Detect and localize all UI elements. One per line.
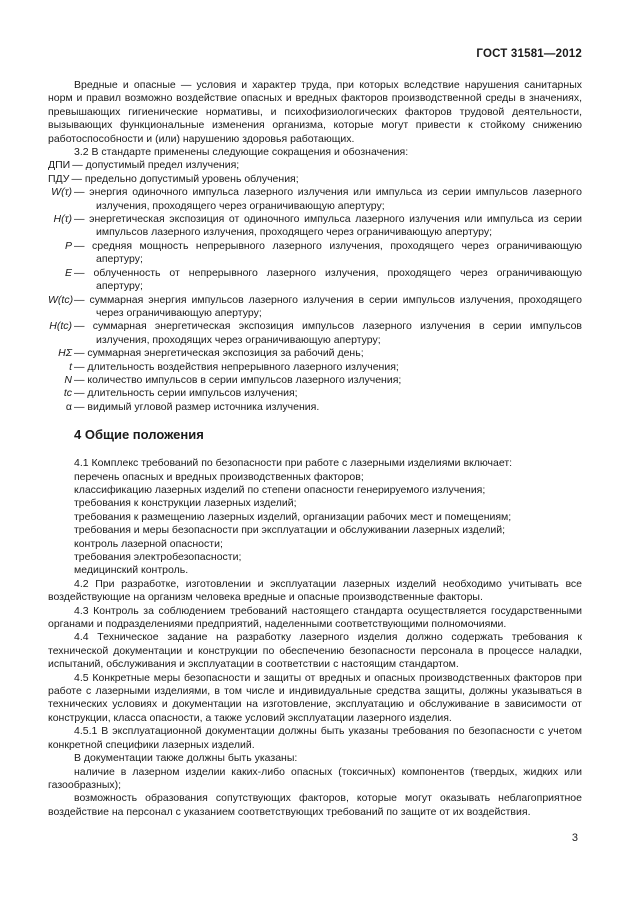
- abbreviation-term: W(tc): [48, 293, 74, 306]
- abbreviation-desc: — предельно допустимый уровень облучения;: [71, 172, 299, 185]
- abbreviation-desc: — видимый угловой размер источника излучения.: [74, 400, 320, 413]
- abbreviation-desc: — количество импульсов в серии импульсов лазерного излучения;: [74, 373, 402, 386]
- abbreviation-item: [48, 240, 582, 267]
- abbreviation-item: [48, 361, 582, 374]
- list-item: медицинский контроль.: [74, 564, 189, 577]
- possibility-paragraph: возможность образования сопутствующих факторов, которые могут оказывать неблагоприятное воздействие на персонал с указанием соответствующих требований по защите от их воздействия.: [48, 792, 582, 818]
- presence-paragraph: наличие в лазерном изделии каких-либо опасных (токсичных) компонентов (твердых, жидких или газообразных);: [48, 765, 582, 791]
- abbreviation-item: [48, 213, 582, 240]
- document-body: [48, 79, 582, 819]
- abbreviation-term: H(τ): [53, 213, 72, 226]
- list-item: требования электробезопасности;: [74, 551, 242, 563]
- abbreviation-item: [48, 294, 582, 321]
- abbreviation-term: HΣ: [58, 347, 72, 360]
- abbreviation-item: [48, 347, 582, 360]
- abbreviation-item: [48, 186, 582, 213]
- abbreviation-item: [48, 159, 582, 172]
- abbreviation-desc: — облученность от непрерывного лазерного излучения, проходящего через ограничивающую апертуру;: [74, 266, 582, 293]
- abbreviation-desc: — энергетическая экспозиция от одиночного импульса лазерного излучения или импульса из серии импульсов лазерного излучения, проходящего через ограничивающую апертуру;: [74, 213, 582, 239]
- abbreviation-desc: — суммарная энергетическая экспозиция за рабочий день;: [74, 347, 364, 360]
- abbreviation-desc: — средняя мощность непрерывного лазерного излучения, проходящего через ограничивающую апертуру;: [74, 239, 582, 266]
- abbreviation-item: [48, 374, 582, 387]
- clause-4-1: 4.1 Комплекс требований по безопасности при работе с лазерными изделиями включает:: [74, 457, 513, 470]
- abbreviation-term: t: [69, 360, 72, 373]
- section-4-heading: 4 Общие положения: [74, 427, 204, 443]
- intro-paragraph: Вредные и опасные — условия и характер труда, при которых вследствие нарушения санитарных норм и правил возможно воздействие опасных и вредных факторов производственной среды в значениях, превышающих гигиенические нормативы, и психофизиологических факторов трудовой деятельности, вызывающих функциональные изменения организма, которые могут привести к стойкому снижению работоспособности и (или) нарушению здоровья работающих.: [48, 79, 582, 145]
- abbreviation-desc: — суммарная энергетическая экспозиция импульсов лазерного излучения в серии импульсов излучения, проходящих через ограничивающую апертуру;: [74, 320, 582, 346]
- abbreviation-term: W(τ): [51, 186, 72, 199]
- abbreviation-term: tc: [63, 387, 72, 400]
- list-item: перечень опасных и вредных производственных факторов;: [74, 470, 364, 483]
- abbreviation-term: H(tc): [49, 320, 72, 333]
- list-item: требования к размещению лазерных изделий, организации рабочих мест и помещениям;: [74, 510, 512, 523]
- clause-4-3: 4.3 Контроль за соблюдением требований настоящего стандарта осуществляется государственными органами и подразделениями предприятий, наделенными соответствующими полномочиями.: [48, 604, 582, 631]
- documentation-paragraph: В документации также должны быть указаны:: [74, 752, 298, 765]
- list-item: требования к конструкции лазерных изделий;: [74, 497, 297, 510]
- abbreviation-item: [48, 320, 582, 347]
- abbreviation-desc: — допустимый предел излучения;: [72, 159, 240, 172]
- clause-4-5-1: 4.5.1 В эксплуатационной документации должны быть указаны требования по безопасности с учетом конкретной специфики лазерных изделий.: [48, 725, 582, 751]
- abbreviation-item: [48, 401, 582, 414]
- abbreviation-term: E: [64, 266, 72, 279]
- list-item: классификацию лазерных изделий по степени опасности генерируемого излучения;: [74, 483, 486, 496]
- abbreviation-desc: — энергия одиночного импульса лазерного излучения или импульса из серии импульсов лазерного излучения, проходящего через ограничивающую апертуру;: [74, 186, 582, 212]
- abbreviation-item: [48, 173, 582, 186]
- page-number: 3: [571, 832, 578, 844]
- abbreviation-term: ПДУ: [48, 172, 70, 185]
- abbreviation-term: N: [64, 373, 72, 386]
- abbreviation-list: [48, 159, 582, 414]
- clause-4-4: 4.4 Техническое задание на разработку лазерного изделия должно содержать требования к технической документации и конструкции по обеспечению безопасности персонала в процессе наладки, испытаний, обслуживания и эксплуатации в соответствии с настоящим стандартом.: [48, 631, 582, 671]
- abbreviation-desc: — длительность серии импульсов излучения;: [74, 387, 298, 400]
- abbreviation-desc: — длительность воздействия непрерывного лазерного излучения;: [74, 360, 399, 373]
- abbreviation-item: [48, 267, 582, 294]
- clause-4-5: 4.5 Конкретные меры безопасности и защиты от вредных и опасных производственных факторов при работе с лазерными изделиями, в том числе и индивидуальные средства защиты, должны указываться в технических условиях и документации на изготовление, эксплуатацию и обслуживание в зависимости от конструкции, класса опасности, а также условий эксплуатации лазерного изделия.: [48, 671, 582, 724]
- list-item: требования и меры безопасности при эксплуатации и обслуживании лазерных изделий;: [74, 524, 506, 537]
- abbreviation-term: P: [64, 239, 72, 252]
- clause-3-2: 3.2 В стандарте применены следующие сокращения и обозначения:: [74, 146, 409, 159]
- abbreviation-term: α: [65, 400, 72, 413]
- abbreviation-item: [48, 387, 582, 400]
- abbreviation-desc: — суммарная энергия импульсов лазерного излучения в серии импульсов излучения, проходящего через ограничивающую апертуру;: [74, 293, 582, 319]
- list-item: контроль лазерной опасности;: [74, 537, 223, 550]
- abbreviation-term: ДПИ: [48, 159, 71, 172]
- clause-4-2: 4.2 При разработке, изготовлении и эксплуатации лазерных изделий необходимо учитывать все воздействующие на организм человека вредные и опасные производственные факторы.: [48, 577, 582, 604]
- document-header: ГОСТ 31581—2012: [476, 48, 582, 60]
